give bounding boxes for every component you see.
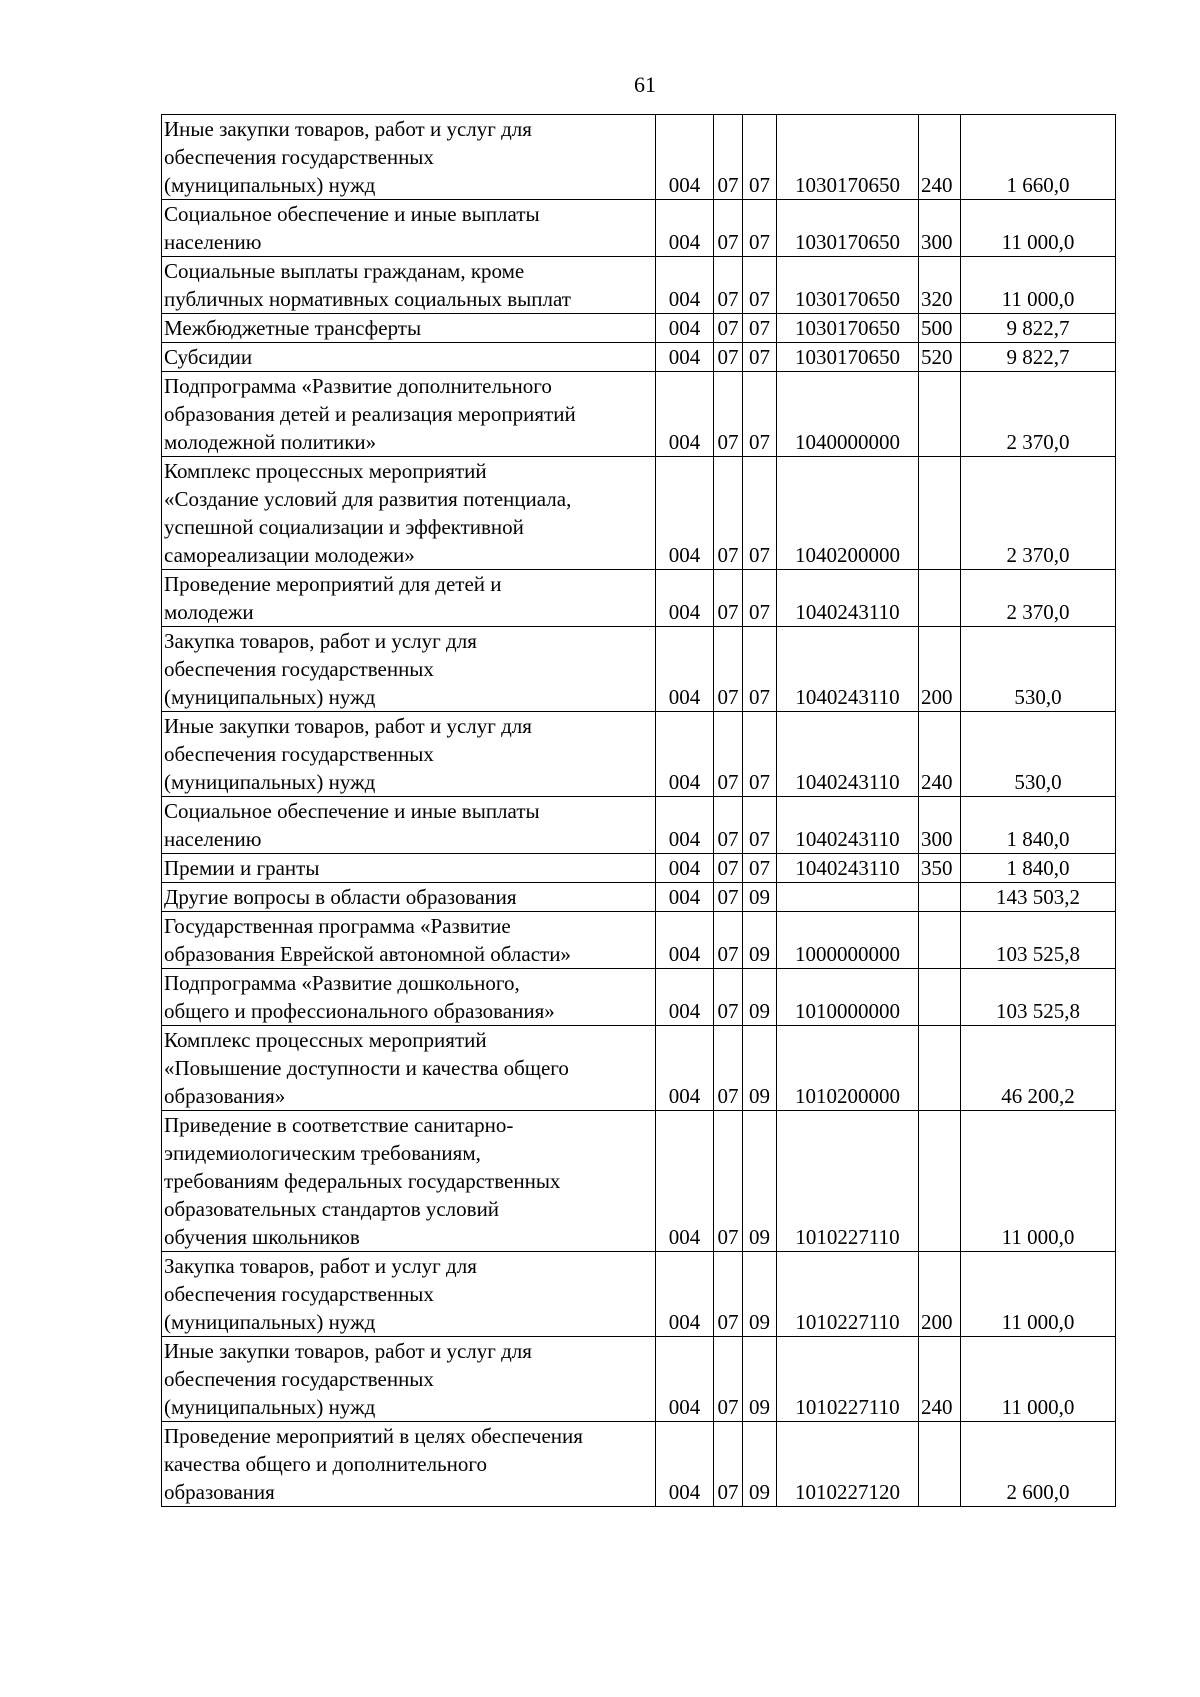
row-name-cell: Иные закупки товаров, работ и услуг для обеспечения государственных (муниципальных) нужд bbox=[162, 115, 656, 200]
amount-cell: 2 370,0 bbox=[961, 457, 1116, 570]
section-code-cell: 07 bbox=[714, 712, 743, 797]
subsection-code-cell: 07 bbox=[743, 797, 777, 854]
department-code-cell: 004 bbox=[656, 200, 714, 257]
row-name-cell: Проведение мероприятий в целях обеспечения качества общего и дополнительного образования bbox=[162, 1422, 656, 1507]
row-name-cell: Комплекс процессных мероприятий «Повышение доступности и качества общего образования» bbox=[162, 1026, 656, 1111]
table-row bbox=[162, 969, 1116, 1026]
department-code-cell: 004 bbox=[656, 969, 714, 1026]
subsection-code-cell: 07 bbox=[743, 343, 777, 372]
amount-cell: 1 660,0 bbox=[961, 115, 1116, 200]
expense-type-cell: 200 bbox=[919, 1252, 961, 1337]
target-article-cell: 1040243110 bbox=[777, 712, 919, 797]
table-row bbox=[162, 372, 1116, 457]
section-code-cell: 07 bbox=[714, 1026, 743, 1111]
amount-cell: 2 600,0 bbox=[961, 1422, 1116, 1507]
expense-type-cell: 300 bbox=[919, 200, 961, 257]
section-code-cell: 07 bbox=[714, 257, 743, 314]
section-code-cell: 07 bbox=[714, 797, 743, 854]
section-code-cell: 07 bbox=[714, 627, 743, 712]
amount-cell: 11 000,0 bbox=[961, 257, 1116, 314]
row-name-cell: Подпрограмма «Развитие дошкольного, общего и профессионального образования» bbox=[162, 969, 656, 1026]
department-code-cell: 004 bbox=[656, 912, 714, 969]
section-code-cell: 07 bbox=[714, 372, 743, 457]
table-row bbox=[162, 200, 1116, 257]
table-row bbox=[162, 115, 1116, 200]
section-code-cell: 07 bbox=[714, 1337, 743, 1422]
department-code-cell: 004 bbox=[656, 257, 714, 314]
target-article-cell: 1030170650 bbox=[777, 115, 919, 200]
table-row bbox=[162, 1026, 1116, 1111]
target-article-cell: 1010227120 bbox=[777, 1422, 919, 1507]
department-code-cell: 004 bbox=[656, 1337, 714, 1422]
table-body bbox=[162, 115, 1116, 1507]
table-row bbox=[162, 912, 1116, 969]
target-article-cell: 1040243110 bbox=[777, 797, 919, 854]
expense-type-cell: 350 bbox=[919, 854, 961, 883]
expense-type-cell: 320 bbox=[919, 257, 961, 314]
section-code-cell: 07 bbox=[714, 1422, 743, 1507]
amount-cell: 1 840,0 bbox=[961, 797, 1116, 854]
section-code-cell: 07 bbox=[714, 883, 743, 912]
department-code-cell: 004 bbox=[656, 712, 714, 797]
target-article-cell: 1010227110 bbox=[777, 1252, 919, 1337]
amount-cell: 2 370,0 bbox=[961, 570, 1116, 627]
section-code-cell: 07 bbox=[714, 912, 743, 969]
target-article-cell: 1030170650 bbox=[777, 200, 919, 257]
amount-cell: 9 822,7 bbox=[961, 314, 1116, 343]
row-name-cell: Субсидии bbox=[162, 343, 656, 372]
section-code-cell: 07 bbox=[714, 314, 743, 343]
row-name-cell: Государственная программа «Развитие образования Еврейской автономной области» bbox=[162, 912, 656, 969]
expense-type-cell: 200 bbox=[919, 627, 961, 712]
subsection-code-cell: 07 bbox=[743, 314, 777, 343]
row-name-cell: Подпрограмма «Развитие дополнительного образования детей и реализация мероприятий молодежной политики» bbox=[162, 372, 656, 457]
department-code-cell: 004 bbox=[656, 115, 714, 200]
row-name-cell: Социальное обеспечение и иные выплаты населению bbox=[162, 200, 656, 257]
section-code-cell: 07 bbox=[714, 115, 743, 200]
section-code-cell: 07 bbox=[714, 1252, 743, 1337]
expense-type-cell: 240 bbox=[919, 1337, 961, 1422]
subsection-code-cell: 07 bbox=[743, 570, 777, 627]
target-article-cell: 1040243110 bbox=[777, 570, 919, 627]
section-code-cell: 07 bbox=[714, 343, 743, 372]
amount-cell: 11 000,0 bbox=[961, 1337, 1116, 1422]
table-row bbox=[162, 570, 1116, 627]
amount-cell: 530,0 bbox=[961, 712, 1116, 797]
subsection-code-cell: 07 bbox=[743, 712, 777, 797]
subsection-code-cell: 07 bbox=[743, 457, 777, 570]
amount-cell: 103 525,8 bbox=[961, 912, 1116, 969]
amount-cell: 9 822,7 bbox=[961, 343, 1116, 372]
subsection-code-cell: 09 bbox=[743, 969, 777, 1026]
row-name-cell: Социальное обеспечение и иные выплаты населению bbox=[162, 797, 656, 854]
department-code-cell: 004 bbox=[656, 883, 714, 912]
amount-cell: 11 000,0 bbox=[961, 1111, 1116, 1252]
amount-cell: 1 840,0 bbox=[961, 854, 1116, 883]
row-name-cell: Другие вопросы в области образования bbox=[162, 883, 656, 912]
amount-cell: 11 000,0 bbox=[961, 200, 1116, 257]
department-code-cell: 004 bbox=[656, 797, 714, 854]
department-code-cell: 004 bbox=[656, 457, 714, 570]
target-article-cell: 1000000000 bbox=[777, 912, 919, 969]
amount-cell: 103 525,8 bbox=[961, 969, 1116, 1026]
row-name-cell: Проведение мероприятий для детей и молодежи bbox=[162, 570, 656, 627]
table-row bbox=[162, 343, 1116, 372]
table-row bbox=[162, 257, 1116, 314]
row-name-cell: Премии и гранты bbox=[162, 854, 656, 883]
target-article-cell: 1010200000 bbox=[777, 1026, 919, 1111]
table-row bbox=[162, 1337, 1116, 1422]
section-code-cell: 07 bbox=[714, 457, 743, 570]
expense-type-cell bbox=[919, 372, 961, 457]
department-code-cell: 004 bbox=[656, 570, 714, 627]
table-row bbox=[162, 314, 1116, 343]
expense-type-cell: 500 bbox=[919, 314, 961, 343]
expense-type-cell bbox=[919, 1111, 961, 1252]
subsection-code-cell: 09 bbox=[743, 1026, 777, 1111]
table-row bbox=[162, 1422, 1116, 1507]
amount-cell: 46 200,2 bbox=[961, 1026, 1116, 1111]
table-row bbox=[162, 797, 1116, 854]
target-article-cell: 1010227110 bbox=[777, 1111, 919, 1252]
expense-type-cell: 240 bbox=[919, 115, 961, 200]
expense-type-cell bbox=[919, 912, 961, 969]
department-code-cell: 004 bbox=[656, 854, 714, 883]
department-code-cell: 004 bbox=[656, 1026, 714, 1111]
target-article-cell: 1030170650 bbox=[777, 257, 919, 314]
expense-type-cell: 300 bbox=[919, 797, 961, 854]
expense-type-cell bbox=[919, 883, 961, 912]
target-article-cell: 1030170650 bbox=[777, 343, 919, 372]
subsection-code-cell: 07 bbox=[743, 200, 777, 257]
subsection-code-cell: 09 bbox=[743, 1422, 777, 1507]
table-row bbox=[162, 712, 1116, 797]
department-code-cell: 004 bbox=[656, 1252, 714, 1337]
row-name-cell: Приведение в соответствие санитарно- эпидемиологическим требованиям, требованиям федеральных государственных образовательных стандартов условий обучения школьников bbox=[162, 1111, 656, 1252]
target-article-cell: 1030170650 bbox=[777, 314, 919, 343]
department-code-cell: 004 bbox=[656, 372, 714, 457]
subsection-code-cell: 07 bbox=[743, 854, 777, 883]
table-row bbox=[162, 1252, 1116, 1337]
expense-type-cell bbox=[919, 969, 961, 1026]
row-name-cell: Закупка товаров, работ и услуг для обеспечения государственных (муниципальных) нужд bbox=[162, 627, 656, 712]
row-name-cell: Закупка товаров, работ и услуг для обеспечения государственных (муниципальных) нужд bbox=[162, 1252, 656, 1337]
subsection-code-cell: 09 bbox=[743, 1111, 777, 1252]
row-name-cell: Комплекс процессных мероприятий «Создание условий для развития потенциала, успешной социализации и эффективной самореализации молодежи» bbox=[162, 457, 656, 570]
expense-type-cell bbox=[919, 570, 961, 627]
subsection-code-cell: 07 bbox=[743, 257, 777, 314]
department-code-cell: 004 bbox=[656, 1422, 714, 1507]
table-row bbox=[162, 854, 1116, 883]
subsection-code-cell: 09 bbox=[743, 1337, 777, 1422]
department-code-cell: 004 bbox=[656, 314, 714, 343]
section-code-cell: 07 bbox=[714, 969, 743, 1026]
department-code-cell: 004 bbox=[656, 627, 714, 712]
department-code-cell: 004 bbox=[656, 1111, 714, 1252]
budget-table bbox=[161, 114, 1116, 1507]
section-code-cell: 07 bbox=[714, 200, 743, 257]
subsection-code-cell: 09 bbox=[743, 883, 777, 912]
table-row bbox=[162, 457, 1116, 570]
target-article-cell: 1010000000 bbox=[777, 969, 919, 1026]
section-code-cell: 07 bbox=[714, 570, 743, 627]
expense-type-cell: 240 bbox=[919, 712, 961, 797]
target-article-cell: 1040000000 bbox=[777, 372, 919, 457]
row-name-cell: Иные закупки товаров, работ и услуг для обеспечения государственных (муниципальных) нужд bbox=[162, 1337, 656, 1422]
expense-type-cell bbox=[919, 1026, 961, 1111]
amount-cell: 530,0 bbox=[961, 627, 1116, 712]
table-row bbox=[162, 1111, 1116, 1252]
target-article-cell: 1040243110 bbox=[777, 854, 919, 883]
row-name-cell: Социальные выплаты гражданам, кроме публичных нормативных социальных выплат bbox=[162, 257, 656, 314]
subsection-code-cell: 07 bbox=[743, 115, 777, 200]
target-article-cell bbox=[777, 883, 919, 912]
table-row bbox=[162, 883, 1116, 912]
section-code-cell: 07 bbox=[714, 1111, 743, 1252]
expense-type-cell bbox=[919, 457, 961, 570]
section-code-cell: 07 bbox=[714, 854, 743, 883]
subsection-code-cell: 09 bbox=[743, 912, 777, 969]
amount-cell: 143 503,2 bbox=[961, 883, 1116, 912]
page-number: 61 bbox=[634, 72, 656, 97]
target-article-cell: 1040200000 bbox=[777, 457, 919, 570]
row-name-cell: Межбюджетные трансферты bbox=[162, 314, 656, 343]
expense-type-cell: 520 bbox=[919, 343, 961, 372]
amount-cell: 2 370,0 bbox=[961, 372, 1116, 457]
table-row bbox=[162, 627, 1116, 712]
target-article-cell: 1010227110 bbox=[777, 1337, 919, 1422]
subsection-code-cell: 07 bbox=[743, 372, 777, 457]
target-article-cell: 1040243110 bbox=[777, 627, 919, 712]
expense-type-cell bbox=[919, 1422, 961, 1507]
row-name-cell: Иные закупки товаров, работ и услуг для обеспечения государственных (муниципальных) нужд bbox=[162, 712, 656, 797]
subsection-code-cell: 09 bbox=[743, 1252, 777, 1337]
subsection-code-cell: 07 bbox=[743, 627, 777, 712]
amount-cell: 11 000,0 bbox=[961, 1252, 1116, 1337]
department-code-cell: 004 bbox=[656, 343, 714, 372]
